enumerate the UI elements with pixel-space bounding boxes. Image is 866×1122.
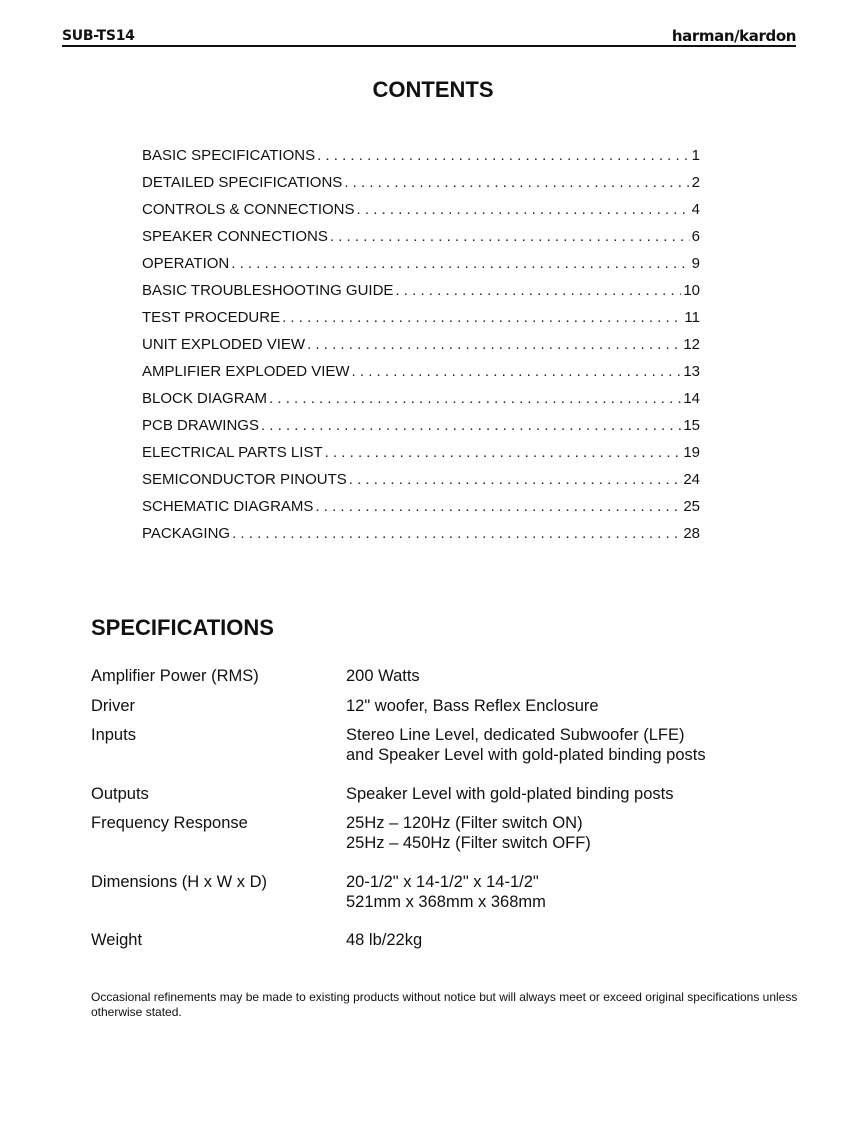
toc-leader (395, 281, 681, 301)
model-number: SUB-TS14 (62, 28, 135, 44)
spec-row (91, 696, 791, 725)
toc-page: 9 (691, 255, 700, 272)
toc-label: CONTROLS & CONNECTIONS (142, 201, 355, 218)
toc-page: 6 (691, 228, 700, 245)
toc-leader (352, 362, 682, 382)
toc-label: OPERATION (142, 255, 230, 272)
spec-row (91, 813, 791, 872)
toc-page: 25 (683, 498, 700, 515)
spec-value-line: 48 lb/22kg (346, 931, 423, 949)
toc-page: 28 (683, 525, 700, 542)
footnote: Occasional refinements may be made to existing products without notice but will always meet or exceed original specifications unless otherwise stated. (91, 990, 798, 1019)
toc-leader (344, 173, 689, 193)
spec-value-line: Speaker Level with gold-plated binding posts (346, 785, 674, 803)
spec-value-line: 12" woofer, Bass Reflex Enclosure (346, 697, 599, 715)
spec-row (91, 784, 791, 813)
spec-value (346, 872, 791, 930)
toc-label: BLOCK DIAGRAM (142, 390, 268, 407)
spec-value-line: Stereo Line Level, dedicated Subwoofer (LFE) (346, 726, 685, 744)
toc-item (142, 308, 700, 335)
contents-title: CONTENTS (372, 77, 494, 102)
toc-item (142, 146, 700, 173)
toc-item (142, 335, 700, 362)
toc-page: 11 (684, 309, 700, 326)
spec-row (91, 666, 791, 696)
toc-label: TEST PROCEDURE (142, 309, 281, 326)
toc-leader (261, 416, 681, 436)
spec-row (91, 930, 791, 960)
spec-value-line: 521mm x 368mm x 368mm (346, 893, 546, 911)
toc-page: 4 (691, 201, 700, 218)
spec-value (346, 696, 791, 725)
toc-page: 12 (683, 336, 700, 353)
toc-label: AMPLIFIER EXPLODED VIEW (142, 363, 350, 380)
spec-value (346, 666, 791, 696)
toc-page: 24 (683, 471, 700, 488)
toc-leader (317, 146, 690, 166)
spec-name: Frequency Response (91, 814, 248, 832)
toc-label: UNIT EXPLODED VIEW (142, 336, 306, 353)
toc-label: BASIC SPECIFICATIONS (142, 147, 316, 164)
spec-value (346, 725, 791, 784)
toc-label: PCB DRAWINGS (142, 417, 259, 434)
toc-leader (315, 497, 681, 517)
spec-name: Weight (91, 931, 143, 949)
toc-page: 14 (683, 390, 700, 407)
toc-item (142, 227, 700, 254)
brand-logo: harman/kardon (671, 27, 796, 45)
toc-label: SPEAKER CONNECTIONS (142, 228, 328, 245)
toc-page: 1 (691, 147, 700, 164)
table-of-contents (142, 146, 700, 551)
toc-item (142, 200, 700, 227)
toc-leader (330, 227, 690, 247)
toc-leader (357, 200, 690, 220)
toc-item (142, 497, 700, 524)
toc-item (142, 470, 700, 497)
toc-label: BASIC TROUBLESHOOTING GUIDE (142, 282, 394, 299)
spec-value (346, 813, 791, 872)
toc-page: 15 (683, 417, 700, 434)
toc-page: 13 (683, 363, 700, 380)
toc-leader (307, 335, 681, 355)
toc-label: DETAILED SPECIFICATIONS (142, 174, 343, 191)
toc-leader (282, 308, 682, 328)
toc-page: 2 (691, 174, 700, 191)
spec-name: Inputs (91, 726, 136, 744)
toc-label: SCHEMATIC DIAGRAMS (142, 498, 314, 515)
spec-value (346, 930, 791, 960)
spec-name: Amplifier Power (RMS) (91, 667, 259, 685)
page-header (62, 26, 796, 47)
toc-item (142, 254, 700, 281)
toc-item (142, 362, 700, 389)
toc-leader (349, 470, 682, 490)
toc-label: PACKAGING (142, 525, 231, 542)
spec-value (346, 784, 791, 813)
toc-label: ELECTRICAL PARTS LIST (142, 444, 323, 461)
toc-item (142, 524, 700, 551)
spec-row (91, 725, 791, 784)
toc-item (142, 389, 700, 416)
spec-value-line: 20-1/2" x 14-1/2" x 14-1/2" (346, 873, 539, 891)
toc-label: SEMICONDUCTOR PINOUTS (142, 471, 347, 488)
spec-row (91, 872, 791, 930)
spec-value-line: 200 Watts (346, 667, 420, 685)
specifications-title: SPECIFICATIONS (91, 615, 274, 640)
toc-page: 19 (683, 444, 700, 461)
spec-name: Dimensions (H x W x D) (91, 873, 268, 891)
spec-value-line: and Speaker Level with gold-plated binding posts (346, 746, 706, 764)
spec-name: Outputs (91, 785, 149, 803)
toc-item (142, 173, 700, 200)
toc-page: 10 (683, 282, 700, 299)
toc-item (142, 416, 700, 443)
specifications-table (91, 666, 791, 960)
spec-value-line: 25Hz – 450Hz (Filter switch OFF) (346, 834, 591, 852)
toc-item (142, 281, 700, 308)
toc-leader (269, 389, 681, 409)
toc-leader (231, 254, 689, 274)
toc-leader (232, 524, 681, 544)
toc-item (142, 443, 700, 470)
toc-leader (325, 443, 682, 463)
spec-name: Driver (91, 697, 135, 715)
spec-value-line: 25Hz – 120Hz (Filter switch ON) (346, 814, 583, 832)
